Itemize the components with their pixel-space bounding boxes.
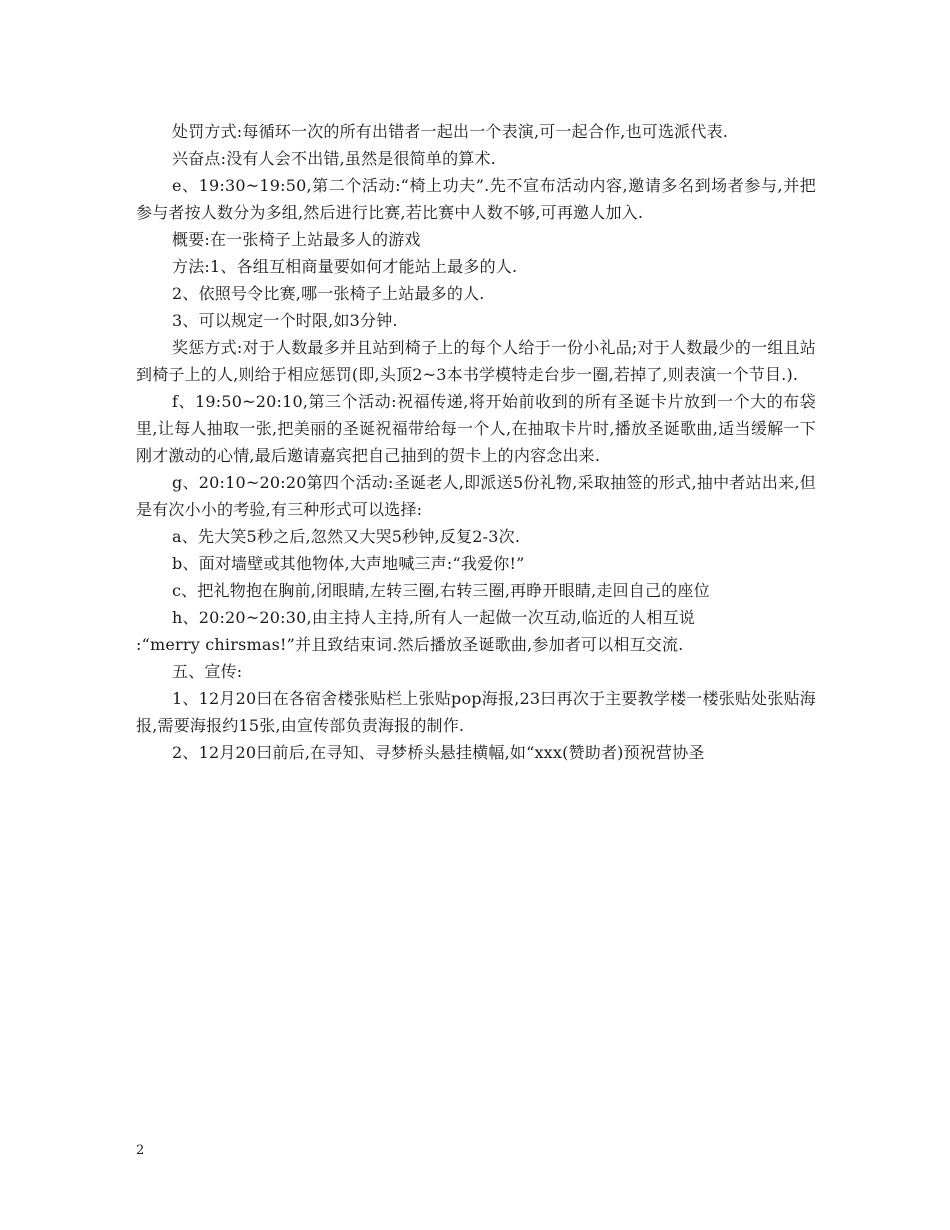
- paragraph: a、先大笑5秒之后,忽然又大哭5秒钟,反复2-3次.: [172, 527, 521, 546]
- paragraph: 3、可以规定一个时限,如3分钟.: [172, 311, 398, 330]
- paragraph: g、20:10~20:20第四个活动:圣诞老人,即派送5份礼物,采取抽签的形式,抽中者站出来,但是有次小小的考验,有三种形式可以选择:: [136, 473, 816, 519]
- paragraph: 五、宣传:: [172, 662, 243, 681]
- paragraph: 兴奋点:没有人会不出错,虽然是很简单的算术.: [172, 149, 496, 168]
- paragraph: b、面对墙壁或其他物体,大声地喊三声:“我爱你!”: [172, 554, 525, 573]
- paragraph: h、20:20~20:30,由主持人主持,所有人一起做一次互动,临近的人相互说: [172, 608, 695, 627]
- paragraph: :“merry chirsmas!”并且致结束词.然后播放圣诞歌曲,参加者可以相互交流.: [136, 635, 684, 654]
- paragraph: 1、12月20曰在各宿舍楼张贴栏上张贴pop海报,23曰再次于主要教学楼一楼张贴处张贴海报,需要海报约15张,由宣传部负责海报的制作.: [136, 689, 816, 735]
- document-body: [136, 118, 816, 766]
- paragraph: f、19:50~20:10,第三个活动:祝福传递,将开始前收到的所有圣诞卡片放到一个大的布袋里,让每人抽取一张,把美丽的圣诞祝福带给每一个人,在抽取卡片时,播放圣诞歌曲,适当缓解一下刚才激动的心情,最后邀请嘉宾把自己抽到的贺卡上的内容念出来.: [136, 392, 816, 465]
- paragraph: c、把礼物抱在胸前,闭眼睛,左转三圈,右转三圈,再睁开眼睛,走回自己的座位: [172, 581, 710, 600]
- paragraph: 2、依照号令比赛,哪一张椅子上站最多的人.: [172, 284, 485, 303]
- paragraph: 概要:在一张椅子上站最多人的游戏: [172, 230, 421, 249]
- paragraph: e、19:30~19:50,第二个活动:“椅上功夫”.先不宣布活动内容,邀请多名到场者参与,并把参与者按人数分为多组,然后进行比赛,若比赛中人数不够,可再邀人加入.: [136, 176, 816, 222]
- paragraph: 2、12月20曰前后,在寻知、寻梦桥头悬挂横幅,如“xxx(赞助者)预祝营协圣: [172, 743, 705, 762]
- paragraph: 奖惩方式:对于人数最多并且站到椅子上的每个人给于一份小礼品;对于人数最少的一组且站到椅子上的人,则给于相应惩罚(即,头顶2~3本书学模特走台步一圈,若掉了,则表演一个节目.).: [136, 338, 816, 384]
- paragraph: 处罚方式:每循环一次的所有出错者一起出一个表演,可一起合作,也可选派代表.: [172, 122, 729, 141]
- paragraph: 方法:1、各组互相商量要如何才能站上最多的人.: [172, 257, 518, 276]
- page-number: 2: [136, 1143, 145, 1158]
